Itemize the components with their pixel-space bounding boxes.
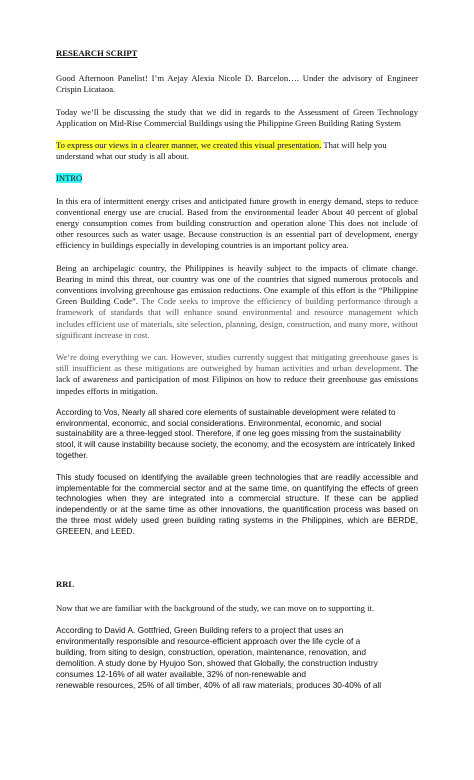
intro-p2-gray: The Code seeks to improve the efficiency of building performance through a framework of standards that will enhance sound environmental and resource management which includes efficient use of materials, site selection, planning, design, construction, and many more, without significant increase in cost. (56, 296, 418, 340)
rrl-paragraph-2 (56, 625, 418, 691)
intro-paragraph-2 (56, 263, 418, 341)
rrl-paragraph-1: Now that we are familiar with the background of the study, we can move on to supporting it. (56, 602, 375, 613)
rrl-line: renewable resources, 25% of all timber, 40% of all raw materials, produces 30-40% of all (56, 680, 382, 691)
section-spacer (56, 549, 418, 579)
rrl-line: environmentally responsible and resource-efficient approach over the life cycle of a (56, 636, 361, 647)
vos-paragraph (56, 408, 418, 462)
intro-p3-gray: We’re doing everything we can. However, studies currently suggest that mitigating greenhouse gases is still insufficient as these mitigations are outweighed by human activities and urban development. (56, 352, 418, 374)
greeting-paragraph: Good Afternoon Panelist! I’m Aejay Alexia Nicole D. Barcelon…. Under the advisory of Engineer Crispin Licataoa. (56, 73, 418, 95)
today-paragraph: Today we’ll be discussing the study that we did in regards to the Assessment of Green Technology Application on Mid-Rise Commercial Buildings using the Philippine Green Building Rating System (56, 106, 418, 128)
document-title: RESEARCH SCRIPT (56, 48, 138, 58)
intro-label-line (56, 173, 418, 184)
rrl-line: demolition. A study done by Hyujoo Son, showed that Globally, the construction industry (56, 658, 378, 669)
visual-rest-text: That will help you understand what our study is all about. (56, 140, 387, 162)
vos-part-c: . Therefore, if one leg goes missing from the sustainability stool, it will cause instability because society, the economy, and the ecosystem are intricately linked together (56, 429, 415, 461)
rrl-heading: RRL (56, 578, 75, 589)
intro-p3-main: The lack of awareness and participation of most Filipinos on how to reduce their greenhouse gas emissions impedes efforts in mitigation. (56, 363, 418, 396)
vos-part-d: . (85, 451, 88, 461)
intro-p2-main: Being an archipelagic country, the Philippines is heavily subject to the impacts of climate change. Bearing in mind this threat, our country was one of the countries that signed numerous protocols and conventions involving greenhouse gas emission reductions. One example of this effort is the “Philippine Green Building Code”. (56, 262, 418, 307)
vos-part-b: . Environmental, economic, and social sustainability are a three-legged stool (56, 418, 382, 439)
intro-label: INTRO (56, 173, 83, 184)
rrl-line: consumes 12-16% of all water available, 32% of non-renewable and (56, 669, 306, 680)
rrl-line: According to David A. Gottfried, Green Building refers to a project that uses an (56, 625, 344, 636)
rrl-line: building, from siting to design, construction, operation, maintenance, renovation, and (56, 647, 366, 658)
visual-paragraph (56, 140, 418, 162)
visual-highlighted-text: To express our views in a clearer manner, we created this visual presentation. (56, 140, 322, 151)
study-focus-paragraph: This study focused on identifying the available green technologies that are readily accessible and implementable for the commercial sector and at the same time, on quantifying the effects of green technologies when they are integrated into a commercial structure. If these can be applied independently or at the same time as other innovations, the quantification process was based on the three most widely used green building rating systems in the Philippines, which are BERDE, GREEEN, and LEED. (56, 472, 418, 536)
intro-paragraph-3 (56, 352, 418, 397)
vos-part-a: According to Vos, Nearly all shared core elements of sustainable development were related to environmental, economic, and social considerations (56, 407, 396, 428)
intro-paragraph-1: In this era of intermittent energy crises and anticipated future growth in energy demand, steps to reduce conventional energy use are crucial. Based from the environmental leader About 40 percent of global energy consumption comes from building construction and operation alone This does not include of other resources such as water usage. Because construction is an essential part of development, energy efficiency in buildings especially in developing countries is an important policy area. (56, 195, 418, 251)
